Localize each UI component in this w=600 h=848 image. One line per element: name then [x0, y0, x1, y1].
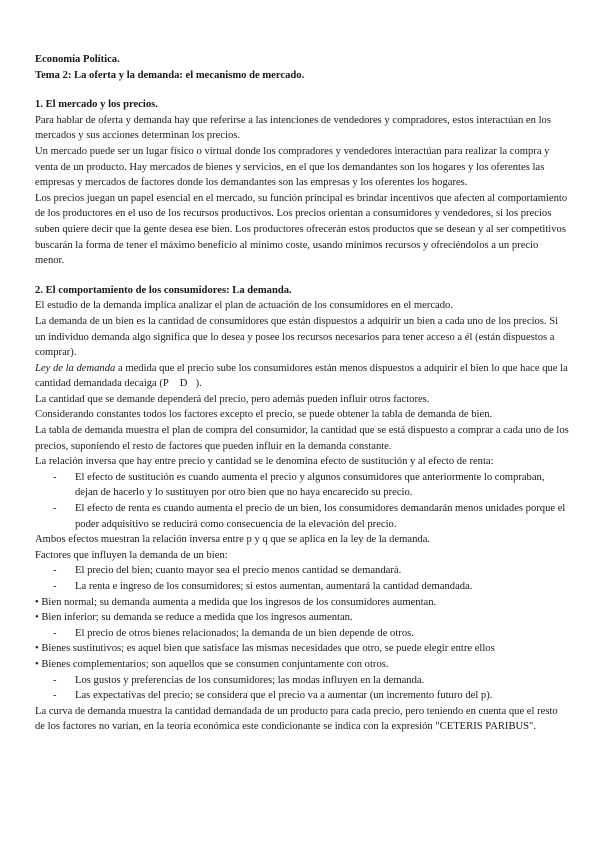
topic-heading: Tema 2: La oferta y la demanda: el mecanismo de mercado.	[35, 69, 305, 81]
list-item: - El precio del bien; cuanto mayor sea el precio menos cantidad se demandará.	[53, 565, 402, 577]
list-item: - Las expectativas del precio; se considera que el precio va a aumentar (un incremento futuro del p).	[53, 690, 493, 702]
law-of-demand-text: a medida que el precio sube los consumidores están menos dispuestos a adquirir el bien lo que hace que la cantidad demandada decaiga (P  D ).	[35, 362, 568, 390]
section2-paragraph-7: La relación inversa que hay entre precio y cantidad se le denomina efecto de sustitución y al efecto de renta:	[35, 456, 494, 468]
section2-paragraph-1: El estudio de la demanda implica analizar el plan de actuación de los consumidores en el mercado.	[35, 300, 453, 312]
list-item: - El efecto de renta es cuando aumenta el precio de un bien, los consumidores demandarán menos unidades porque el poder adquisitivo se reducirá como consecuencia de la elevación del precio.	[53, 503, 566, 530]
bullet-item: • Bienes complementarios; son aquellos que se consumen conjuntamente con otros.	[35, 658, 389, 670]
section2-paragraph-6: La tabla de demanda muestra el plan de compra del consumidor, la cantidad que se está dispuesto a comprar a cada uno de los precios, suponiendo el resto de factores que pueden influir en la demanda constante.	[35, 425, 569, 452]
subject-heading: Economía Política.	[35, 54, 120, 65]
section1-paragraph-3: Los precios juegan un papel esencial en el mercado, su función principal es brindar incentivos que afecten al comportamiento de los productores en el uso de los recursos productivos. Los precios orientan a consumidores y vendedores, si los precios suben quiere decir que la gente desea ese bien. Los productores ofrecerán estos productos que se desean y al ser competitivos buscarán la forma de tener el máximo beneficio al mínimo coste, usando mínimos recursos y ofreciéndolos a un precio menor.	[35, 192, 568, 267]
bullet-item: • Bien inferior; su demanda se reduce a medida que los ingresos aumentan.	[35, 612, 353, 624]
list-item: - La renta e ingreso de los consumidores; si estos aumentan, aumentará la cantidad demandada.	[53, 581, 473, 592]
section1-title: 1. El mercado y los precios.	[35, 99, 158, 111]
bullet-item: • Bien normal; su demanda aumenta a medida que los ingresos de los consumidores aumentan.	[35, 596, 437, 608]
section1-paragraph-2: Un mercado puede ser un lugar físico o virtual donde los compradores y vendedores interactúan para realizar la compra y venta de un producto. Hay mercados de bienes y servicios, en el que los demandantes son los hogares y los oferentes las empresas y mercados de factores donde los demandantes son las empresas y los oferentes los hogares.	[35, 145, 550, 189]
section2-paragraph-2: La demanda de un bien es la cantidad de consumidores que están dispuestos a adquirir un bien a cada uno de los precios. Si un individuo demanda algo significa que lo desea y posee los recursos necesarios para tener acceso a él (están dispuestos a comprar).	[35, 315, 559, 359]
document-page	[35, 52, 570, 735]
list-item: - Los gustos y preferencias de los consumidores; las modas influyen en la demanda.	[53, 674, 425, 686]
law-of-demand-paragraph	[35, 361, 570, 392]
section2-paragraph-4: La cantidad que se demande dependerá del precio, pero además pueden influir otros factores.	[35, 393, 430, 405]
list-item: - El efecto de sustitución es cuando aumenta el precio y algunos consumidores que anteriormente lo compraban, dejan de hacerlo y lo sustituyen por otro bien que no haya encarecido su precio.	[53, 471, 545, 499]
section2-title: 2. El comportamiento de los consumidores: La demanda.	[35, 284, 292, 296]
section2-paragraph-10: La curva de demanda muestra la cantidad demandada de un producto para cada precio, pero teniendo en cuenta que el resto de los factores no varían, en la teoría económica este condicionante se indica con la expresión "CETERIS PARIBUS".	[35, 705, 558, 733]
section2-paragraph-9: Factores que influyen la demanda de un bien:	[35, 549, 228, 561]
bullet-item: • Bienes sustitutivos; es aquel bien que satisface las mismas necesidades que otro, se puede elegir entre ellos	[35, 643, 495, 655]
section1-paragraph-1: Para hablar de oferta y demanda hay que referirse a las intenciones de vendedores y compradores, estos interactúan en los mercados y sus acciones determinan los precios.	[35, 114, 551, 142]
section2-paragraph-8: Ambos efectos muestran la relación inversa entre p y q que se aplica en la ley de la demanda.	[35, 534, 431, 546]
section2-paragraph-5: Considerando constantes todos los factores excepto el precio, se puede obtener la tabla de demanda de bien.	[35, 409, 493, 421]
list-item: - El precio de otros bienes relacionados; la demanda de un bien depende de otros.	[53, 627, 414, 639]
law-of-demand-term: Ley de la demanda	[35, 362, 116, 374]
